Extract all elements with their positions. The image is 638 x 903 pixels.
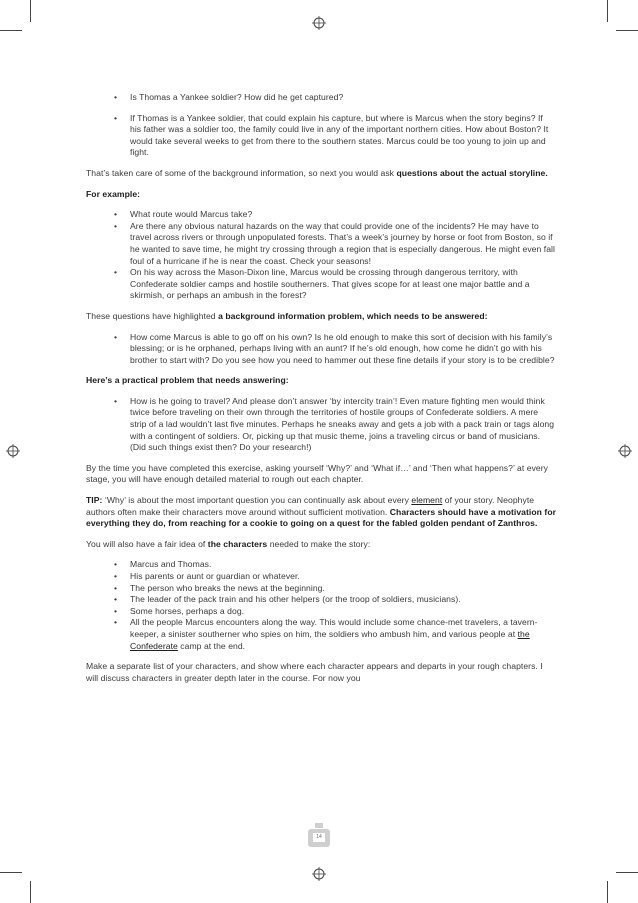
example-list	[86, 209, 556, 302]
paragraph-text: of your story. Neophyte authors often make their characters move around without sufficient motivation.	[86, 495, 535, 517]
section-heading	[86, 375, 556, 387]
registration-mark-icon	[6, 444, 20, 458]
list-item: • Are there any obvious natural hazards on the way that could provide one of the incidents? He may have to travel across rivers or through unpopulated forests. That’s a week’s journey by horse or foot from Boston, so if he wanted to save time, he might try crossing through a region that is especially dangerous. He might even fall foul of a hurricane if he is near the coast. Check your seasons!	[86, 221, 556, 267]
tip-label: TIP:	[86, 495, 103, 506]
paragraph-text: ‘Why’ is about the most important question you can continually ask about every	[102, 495, 412, 506]
list-item: • Some horses, perhaps a dog.	[86, 606, 556, 618]
crop-mark	[616, 872, 638, 873]
registration-mark-icon	[312, 867, 326, 881]
crop-mark	[30, 881, 31, 903]
element-link[interactable]: element	[411, 495, 443, 506]
bold-text: a background information problem, which needs to be answered:	[218, 310, 488, 321]
paragraph-text: That’s taken care of some of the background information, so next you would ask	[86, 167, 397, 178]
tip-paragraph	[86, 495, 556, 530]
confederate-link[interactable]: the Confederate	[130, 628, 530, 651]
registration-mark-icon	[312, 16, 326, 30]
list-item: • On his way across the Mason-Dixon line, Marcus would be crossing through dangerous territory, with Confederate soldier camps and hostile southerners. That gives scope for at least one major battle and a skirmish, or perhaps an ambush in the forest?	[86, 267, 556, 302]
paragraph: Make a separate list of your characters, and show where each character appears and departs in your rough chapters. I will discuss characters in greater depth later in the course. For now you	[86, 661, 543, 683]
bold-text: Characters should have a motivation for everything they do, from reaching for a cookie to going on a quest for the fabled golden pendant of Zanthros.	[86, 506, 557, 529]
heading-text: For example:	[86, 188, 141, 199]
crop-mark	[0, 872, 22, 873]
bold-text: questions about the actual storyline.	[396, 167, 548, 178]
list-item: • Is Thomas a Yankee soldier? How did he get captured?	[86, 92, 556, 104]
list-item: • How come Marcus is able to go off on his own? Is he old enough to make this sort of decision with his family’s blessing; or is he orphaned, perhaps living with an aunt? If he’s old enough, how come he didn’t go with his brother to start with? Do you see how you need to hammer out these fine details if your story is to be credible?	[86, 332, 556, 367]
characters-list	[86, 559, 556, 652]
list-item: • The leader of the pack train and his other helpers (or the troop of soldiers, musicians).	[86, 594, 556, 606]
crop-mark	[616, 30, 638, 31]
heading-text: Here’s a practical problem that needs answering:	[86, 375, 289, 386]
list-item-text: All the people Marcus encounters along the way. This would include some chance-met travelers, a tavern-keeper, a sinister southerner who spies on him, the soldiers who ambush him, and various people at	[130, 617, 538, 639]
list-item: • His parents or aunt or guardian or whatever.	[86, 571, 556, 583]
paragraph: By the time you have completed this exercise, asking yourself ‘Why?’ and ‘What if…’ and ‘Then what happens?’ at every stage, you will have enough detailed material to rough out each chapter.	[86, 462, 549, 485]
question-list	[86, 92, 556, 159]
background-list	[86, 332, 556, 367]
list-item: • How is he going to travel? And please don’t answer ‘by intercity train’! Even mature fighting men would think twice before traveling on their own through the territories of hostile groups of Confederate soldiers. A mere strip of a lad wouldn’t last five minutes. Perhaps he sneaks away and gets a job with a pack train or tags along with a contingent of soldiers. Or, picking up that music theme, joins a traveling circus or band of musicians. (Did such things exist then? Do your research!)	[86, 396, 556, 454]
paragraph-text: These questions have highlighted	[86, 310, 219, 321]
crop-mark	[607, 0, 608, 22]
paragraph-text: needed to make the story:	[267, 538, 371, 549]
registration-mark-icon	[618, 444, 632, 458]
paragraph	[86, 311, 556, 323]
crop-mark	[0, 30, 22, 31]
list-item: • Marcus and Thomas.	[86, 559, 556, 571]
page-number-badge	[306, 822, 332, 848]
list-item-text: camp at the end.	[177, 640, 246, 651]
paragraph-text: You will also have a fair idea of	[86, 538, 208, 549]
paragraph	[86, 539, 556, 551]
section-heading	[86, 189, 556, 201]
list-item	[86, 617, 556, 652]
paragraph	[86, 168, 556, 180]
practical-list	[86, 396, 556, 454]
list-item: • The person who breaks the news at the beginning.	[86, 583, 556, 595]
crop-mark	[607, 881, 608, 903]
list-item: • If Thomas is a Yankee soldier, that could explain his capture, but where is Marcus when the story begins? If his father was a soldier too, the family could live in any of the important northern cities. How about Boston? It would take several weeks to get from there to the southern states. Marcus could be too young to join up and fight.	[86, 113, 556, 159]
body-text	[86, 92, 556, 693]
crop-mark	[30, 0, 31, 22]
list-item: • What route would Marcus take?	[86, 209, 556, 221]
bold-text: the characters	[207, 538, 268, 549]
page-number: 14	[316, 834, 322, 840]
